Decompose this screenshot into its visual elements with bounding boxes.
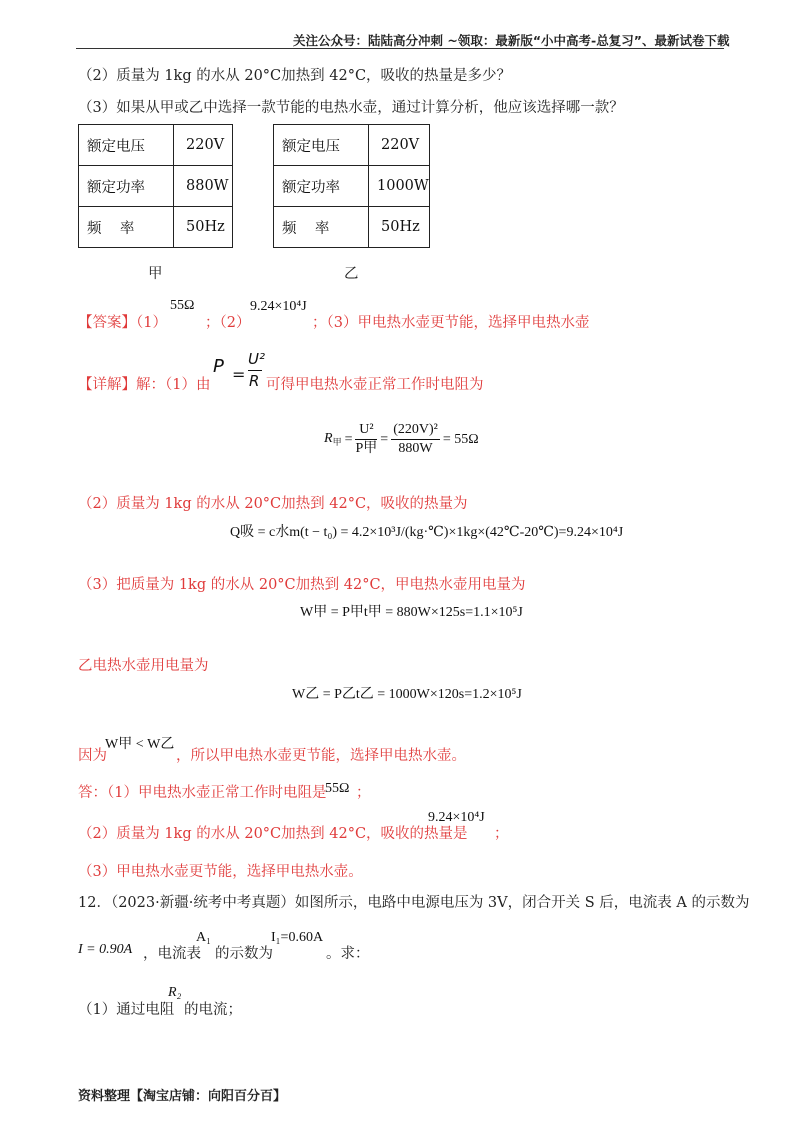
table-caption-jia: 甲 [148, 266, 163, 282]
question-3: （3）如果从甲或乙中选择一款节能的电热水壶，通过计算分析，他应该选择哪一款？ [78, 100, 624, 116]
page-header: 关注公众号：陆陆高分冲刺 ~领取：最新版“小中高考-总复习”、最新试卷下载 [293, 33, 730, 48]
final-answer-1-value: 55Ω [325, 781, 350, 796]
comparison-formula: W甲 < W乙 [105, 737, 175, 752]
eq1-num1: U² [355, 421, 377, 440]
eq1-den2: 880W [398, 441, 433, 456]
formula-P: P [213, 356, 224, 377]
final-answer-1-end: ； [356, 785, 371, 801]
equation-energy-yi: W乙 = P乙t乙 = 1000W×120s=1.2×10⁵J [292, 687, 522, 702]
answer-part1-label: （1） [136, 315, 167, 331]
formula-R: R [249, 372, 260, 390]
table-cell: 额定电压 [79, 125, 174, 166]
answer-value-1: 55Ω [170, 298, 195, 313]
equation-resistance: $R_甲$ = $\frac{\text{U²}}{\text{P甲}}$ = $\frac{\text{(220V)²}}{880W}$ = 55Ω [324, 422, 479, 456]
table-cell: 50Hz [369, 207, 430, 248]
q12-ammeter-A1: A₁ [196, 930, 211, 945]
spec-table-yi [273, 124, 430, 248]
detail-intro [78, 373, 210, 394]
table-cell: 额定功率 [79, 166, 174, 207]
spec-table-jia [78, 124, 233, 248]
detail-intro-after: 可得甲电热水壶正常工作时电阻为 [266, 377, 484, 393]
answer-sep-2: ；（3）甲电热水壶更节能，选择甲电热水壶 [312, 315, 590, 331]
q12-current-I1: I₁=0.60A [271, 930, 324, 945]
final-answer-2: （2）质量为 1kg 的水从 20°C加热到 42°C，吸收的热量是 [78, 826, 468, 842]
table-cell: 1000W [369, 166, 430, 207]
table-cell: 220V [369, 125, 430, 166]
detail-part-3: （3）把质量为 1kg 的水从 20°C加热到 42°C，甲电热水壶用电量为 [78, 577, 526, 593]
table-cell: 额定电压 [274, 125, 369, 166]
q12-mid2: 的示数为 [215, 946, 273, 962]
final-answer-1: 答：（1）甲电热水壶正常工作时电阻是 [78, 785, 327, 801]
table-cell: 50Hz [174, 207, 233, 248]
q12-resistor-R2: R₂ [168, 985, 182, 1000]
table-row [274, 125, 430, 166]
table-cell: 额定功率 [274, 166, 369, 207]
equation-heat: Q吸 = c水m(t − t₀) = 4.2×10³J/(kg·℃)×1kg×(42℃-20℃)=9.24×10⁴J [230, 525, 624, 540]
detail-part-2: （2）质量为 1kg 的水从 20°C加热到 42°C，吸收的热量为 [78, 496, 468, 512]
q12-sub1-b: 的电流； [184, 1002, 242, 1018]
table-cell: 频 率 [79, 207, 174, 248]
detail-part-4: 乙电热水壶用电量为 [78, 658, 209, 674]
final-answer-2-value: 9.24×10⁴J [428, 810, 485, 825]
table-row [274, 166, 430, 207]
detail-intro-text: 解：（1）由 [136, 377, 211, 393]
answer-sep-1: ；（2） [205, 315, 251, 331]
question-12-text: 12．（2023·新疆·统考中考真题）如图所示，电路中电源电压为 3V，闭合开关 S 后，电流表 A 的示数为 [78, 895, 750, 911]
formula-eq: = [232, 365, 246, 384]
table-caption-yi: 乙 [344, 266, 359, 282]
table-cell: 880W [174, 166, 233, 207]
eq1-den1: P甲 [355, 441, 378, 456]
eq1-num2: (220V)² [391, 421, 440, 440]
table-row [79, 166, 233, 207]
because-label: 因为 [78, 748, 107, 764]
q12-current-I: I = 0.90A [78, 942, 133, 957]
final-answer-2-end: ； [494, 826, 509, 842]
header-divider [76, 48, 724, 49]
detail-tag: 【详解】 [78, 377, 136, 393]
equation-energy-jia: W甲 = P甲t甲 = 880W×125s=1.1×10⁵J [300, 605, 523, 620]
q12-end: 。求： [326, 946, 370, 962]
formula-bar [248, 370, 262, 371]
eq1-result: = 55Ω [442, 431, 479, 447]
question-2: （2）质量为 1kg 的水从 20°C加热到 42°C，吸收的热量是多少？ [78, 68, 512, 84]
eq1-lhs-sub: 甲 [332, 437, 342, 447]
conclusion-text: ，所以甲电热水壶更节能，选择甲电热水壶。 [176, 748, 466, 764]
table-cell: 220V [174, 125, 233, 166]
answer-tag: 【答案】 [78, 315, 136, 331]
table-cell: 频 率 [274, 207, 369, 248]
final-answer-3: （3）甲电热水壶更节能，选择甲电热水壶。 [78, 864, 363, 880]
table-row [274, 207, 430, 248]
table-row [79, 207, 233, 248]
eq1-lhs: R [324, 431, 333, 446]
answer-line [78, 311, 167, 332]
table-row [79, 125, 233, 166]
page-footer: 资料整理【淘宝店铺：向阳百分百】 [78, 1089, 287, 1104]
q12-sub1-a: （1）通过电阻 [78, 1002, 175, 1018]
formula-U2: U² [248, 350, 265, 368]
q12-mid: ，电流表 [143, 946, 201, 962]
answer-value-2: 9.24×10⁴J [250, 299, 307, 314]
